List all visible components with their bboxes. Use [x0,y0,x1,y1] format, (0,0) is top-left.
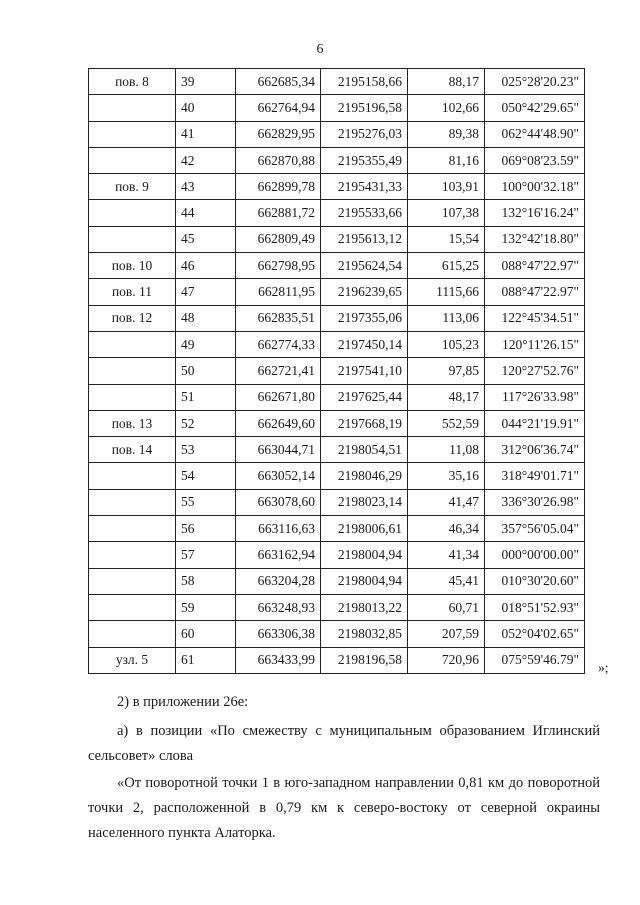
table-closing-quote: »; [598,660,609,675]
length-cell: 107,38 [408,200,485,226]
length-cell: 207,59 [408,621,485,647]
y-coordinate-cell: 2197625,44 [321,384,408,410]
table-row [89,305,585,331]
direction-angle-cell: 018°51'52.93" [485,594,585,620]
y-coordinate-cell: 2196239,65 [321,279,408,305]
y-coordinate-cell: 2198196,58 [321,647,408,673]
table-row [89,594,585,620]
length-cell: 113,06 [408,305,485,331]
table-row [89,516,585,542]
table-row [89,226,585,252]
point-number-cell: 50 [176,358,236,384]
point-number-cell: 60 [176,621,236,647]
x-coordinate-cell: 662811,95 [236,279,321,305]
direction-angle-cell: 000°00'00.00" [485,542,585,568]
y-coordinate-cell: 2198023,14 [321,489,408,515]
y-coordinate-cell: 2198032,85 [321,621,408,647]
table-row [89,437,585,463]
length-cell: 615,25 [408,253,485,279]
turn-point-cell [89,568,176,594]
point-number-cell: 43 [176,174,236,200]
x-coordinate-cell: 662764,94 [236,95,321,121]
table-row [89,121,585,147]
turn-point-cell [89,594,176,620]
table-row [89,147,585,173]
length-cell: 41,34 [408,542,485,568]
x-coordinate-cell: 663078,60 [236,489,321,515]
length-cell: 45,41 [408,568,485,594]
turn-point-cell [89,384,176,410]
point-number-cell: 61 [176,647,236,673]
direction-angle-cell: 120°27'52.76" [485,358,585,384]
direction-angle-cell: 357°56'05.04" [485,516,585,542]
table-row [89,542,585,568]
x-coordinate-cell: 663306,38 [236,621,321,647]
y-coordinate-cell: 2195355,49 [321,147,408,173]
subitem-a-paragraph: а) в позиции «По смежеству с муниципальным образованием Иглинский сельсовет» слова [88,723,600,764]
item-2-paragraph: 2) в приложении 26е: [117,694,249,710]
y-coordinate-cell: 2198046,29 [321,463,408,489]
y-coordinate-cell: 2195276,03 [321,121,408,147]
y-coordinate-cell: 2198004,94 [321,542,408,568]
direction-angle-cell: 044°21'19.91" [485,410,585,436]
point-number-cell: 42 [176,147,236,173]
point-number-cell: 40 [176,95,236,121]
length-cell: 60,71 [408,594,485,620]
x-coordinate-cell: 663248,93 [236,594,321,620]
length-cell: 97,85 [408,358,485,384]
point-number-cell: 47 [176,279,236,305]
x-coordinate-cell: 662870,88 [236,147,321,173]
table-row [89,69,585,95]
y-coordinate-cell: 2195533,66 [321,200,408,226]
direction-angle-cell: 075°59'46.79" [485,647,585,673]
x-coordinate-cell: 662774,33 [236,331,321,357]
y-coordinate-cell: 2197541,10 [321,358,408,384]
table-row [89,463,585,489]
x-coordinate-cell: 662649,60 [236,410,321,436]
x-coordinate-cell: 663204,28 [236,568,321,594]
table-row [89,384,585,410]
direction-angle-cell: 050°42'29.65" [485,95,585,121]
turn-point-cell [89,542,176,568]
table-row [89,279,585,305]
turn-point-cell [89,331,176,357]
direction-angle-cell: 132°16'16.24" [485,200,585,226]
direction-angle-cell: 088°47'22.97" [485,253,585,279]
direction-angle-cell: 100°00'32.18" [485,174,585,200]
point-number-cell: 51 [176,384,236,410]
table-row [89,410,585,436]
y-coordinate-cell: 2197355,06 [321,305,408,331]
turn-point-cell [89,358,176,384]
y-coordinate-cell: 2197450,14 [321,331,408,357]
point-number-cell: 54 [176,463,236,489]
point-number-cell: 55 [176,489,236,515]
turn-point-cell: пов. 8 [89,69,176,95]
x-coordinate-cell: 663162,94 [236,542,321,568]
point-number-cell: 46 [176,253,236,279]
y-coordinate-cell: 2198013,22 [321,594,408,620]
direction-angle-cell: 062°44'48.90" [485,121,585,147]
turn-point-cell: пов. 9 [89,174,176,200]
x-coordinate-cell: 662809,49 [236,226,321,252]
point-number-cell: 45 [176,226,236,252]
turn-point-cell: пов. 14 [89,437,176,463]
point-number-cell: 39 [176,69,236,95]
x-coordinate-cell: 662835,51 [236,305,321,331]
turn-point-cell [89,489,176,515]
length-cell: 11,08 [408,437,485,463]
direction-angle-cell: 025°28'20.23" [485,69,585,95]
direction-angle-cell: 132°42'18.80" [485,226,585,252]
y-coordinate-cell: 2198006,61 [321,516,408,542]
turn-point-cell [89,95,176,121]
point-number-cell: 49 [176,331,236,357]
point-number-cell: 44 [176,200,236,226]
x-coordinate-cell: 663116,63 [236,516,321,542]
page-number: 6 [316,42,324,57]
point-number-cell: 59 [176,594,236,620]
turn-point-cell: пов. 10 [89,253,176,279]
turn-point-cell [89,463,176,489]
point-number-cell: 53 [176,437,236,463]
turn-point-cell [89,226,176,252]
x-coordinate-cell: 663044,71 [236,437,321,463]
y-coordinate-cell: 2195196,58 [321,95,408,121]
x-coordinate-cell: 663052,14 [236,463,321,489]
table-row [89,358,585,384]
length-cell: 48,17 [408,384,485,410]
length-cell: 720,96 [408,647,485,673]
point-number-cell: 48 [176,305,236,331]
table-row [89,200,585,226]
coordinates-table [88,68,585,674]
length-cell: 552,59 [408,410,485,436]
x-coordinate-cell: 662829,95 [236,121,321,147]
direction-angle-cell: 088°47'22.97" [485,279,585,305]
direction-angle-cell: 318°49'01.71" [485,463,585,489]
quote-paragraph: «От поворотной точки 1 в юго-западном направлении 0,81 км до поворотной точки 2, расположенной в 0,79 км к северо-востоку от северной окраины населенного пункта Алаторка. [88,775,600,841]
coordinates-table-body [89,69,585,674]
y-coordinate-cell: 2195613,12 [321,226,408,252]
length-cell: 89,38 [408,121,485,147]
x-coordinate-cell: 662721,41 [236,358,321,384]
table-row [89,647,585,673]
point-number-cell: 56 [176,516,236,542]
table-row [89,621,585,647]
y-coordinate-cell: 2195431,33 [321,174,408,200]
x-coordinate-cell: 662899,78 [236,174,321,200]
turn-point-cell [89,516,176,542]
table-row [89,331,585,357]
direction-angle-cell: 069°08'23.59" [485,147,585,173]
turn-point-cell: пов. 11 [89,279,176,305]
y-coordinate-cell: 2198004,94 [321,568,408,594]
direction-angle-cell: 122°45'34.51" [485,305,585,331]
x-coordinate-cell: 662685,34 [236,69,321,95]
turn-point-cell: пов. 13 [89,410,176,436]
turn-point-cell [89,200,176,226]
turn-point-cell [89,621,176,647]
x-coordinate-cell: 662671,80 [236,384,321,410]
point-number-cell: 58 [176,568,236,594]
direction-angle-cell: 120°11'26.15" [485,331,585,357]
length-cell: 46,34 [408,516,485,542]
length-cell: 88,17 [408,69,485,95]
direction-angle-cell: 312°06'36.74" [485,437,585,463]
turn-point-cell: узл. 5 [89,647,176,673]
table-row [89,95,585,121]
length-cell: 103,91 [408,174,485,200]
turn-point-cell: пов. 12 [89,305,176,331]
table-row [89,489,585,515]
y-coordinate-cell: 2197668,19 [321,410,408,436]
length-cell: 1115,66 [408,279,485,305]
table-row [89,568,585,594]
point-number-cell: 41 [176,121,236,147]
direction-angle-cell: 117°26'33.98" [485,384,585,410]
length-cell: 35,16 [408,463,485,489]
direction-angle-cell: 010°30'20.60" [485,568,585,594]
x-coordinate-cell: 662881,72 [236,200,321,226]
y-coordinate-cell: 2198054,51 [321,437,408,463]
turn-point-cell [89,121,176,147]
direction-angle-cell: 336°30'26.98" [485,489,585,515]
length-cell: 105,23 [408,331,485,357]
point-number-cell: 57 [176,542,236,568]
direction-angle-cell: 052°04'02.65" [485,621,585,647]
y-coordinate-cell: 2195158,66 [321,69,408,95]
length-cell: 41,47 [408,489,485,515]
length-cell: 81,16 [408,147,485,173]
y-coordinate-cell: 2195624,54 [321,253,408,279]
length-cell: 15,54 [408,226,485,252]
length-cell: 102,66 [408,95,485,121]
point-number-cell: 52 [176,410,236,436]
table-row [89,253,585,279]
turn-point-cell [89,147,176,173]
x-coordinate-cell: 663433,99 [236,647,321,673]
x-coordinate-cell: 662798,95 [236,253,321,279]
table-row [89,174,585,200]
